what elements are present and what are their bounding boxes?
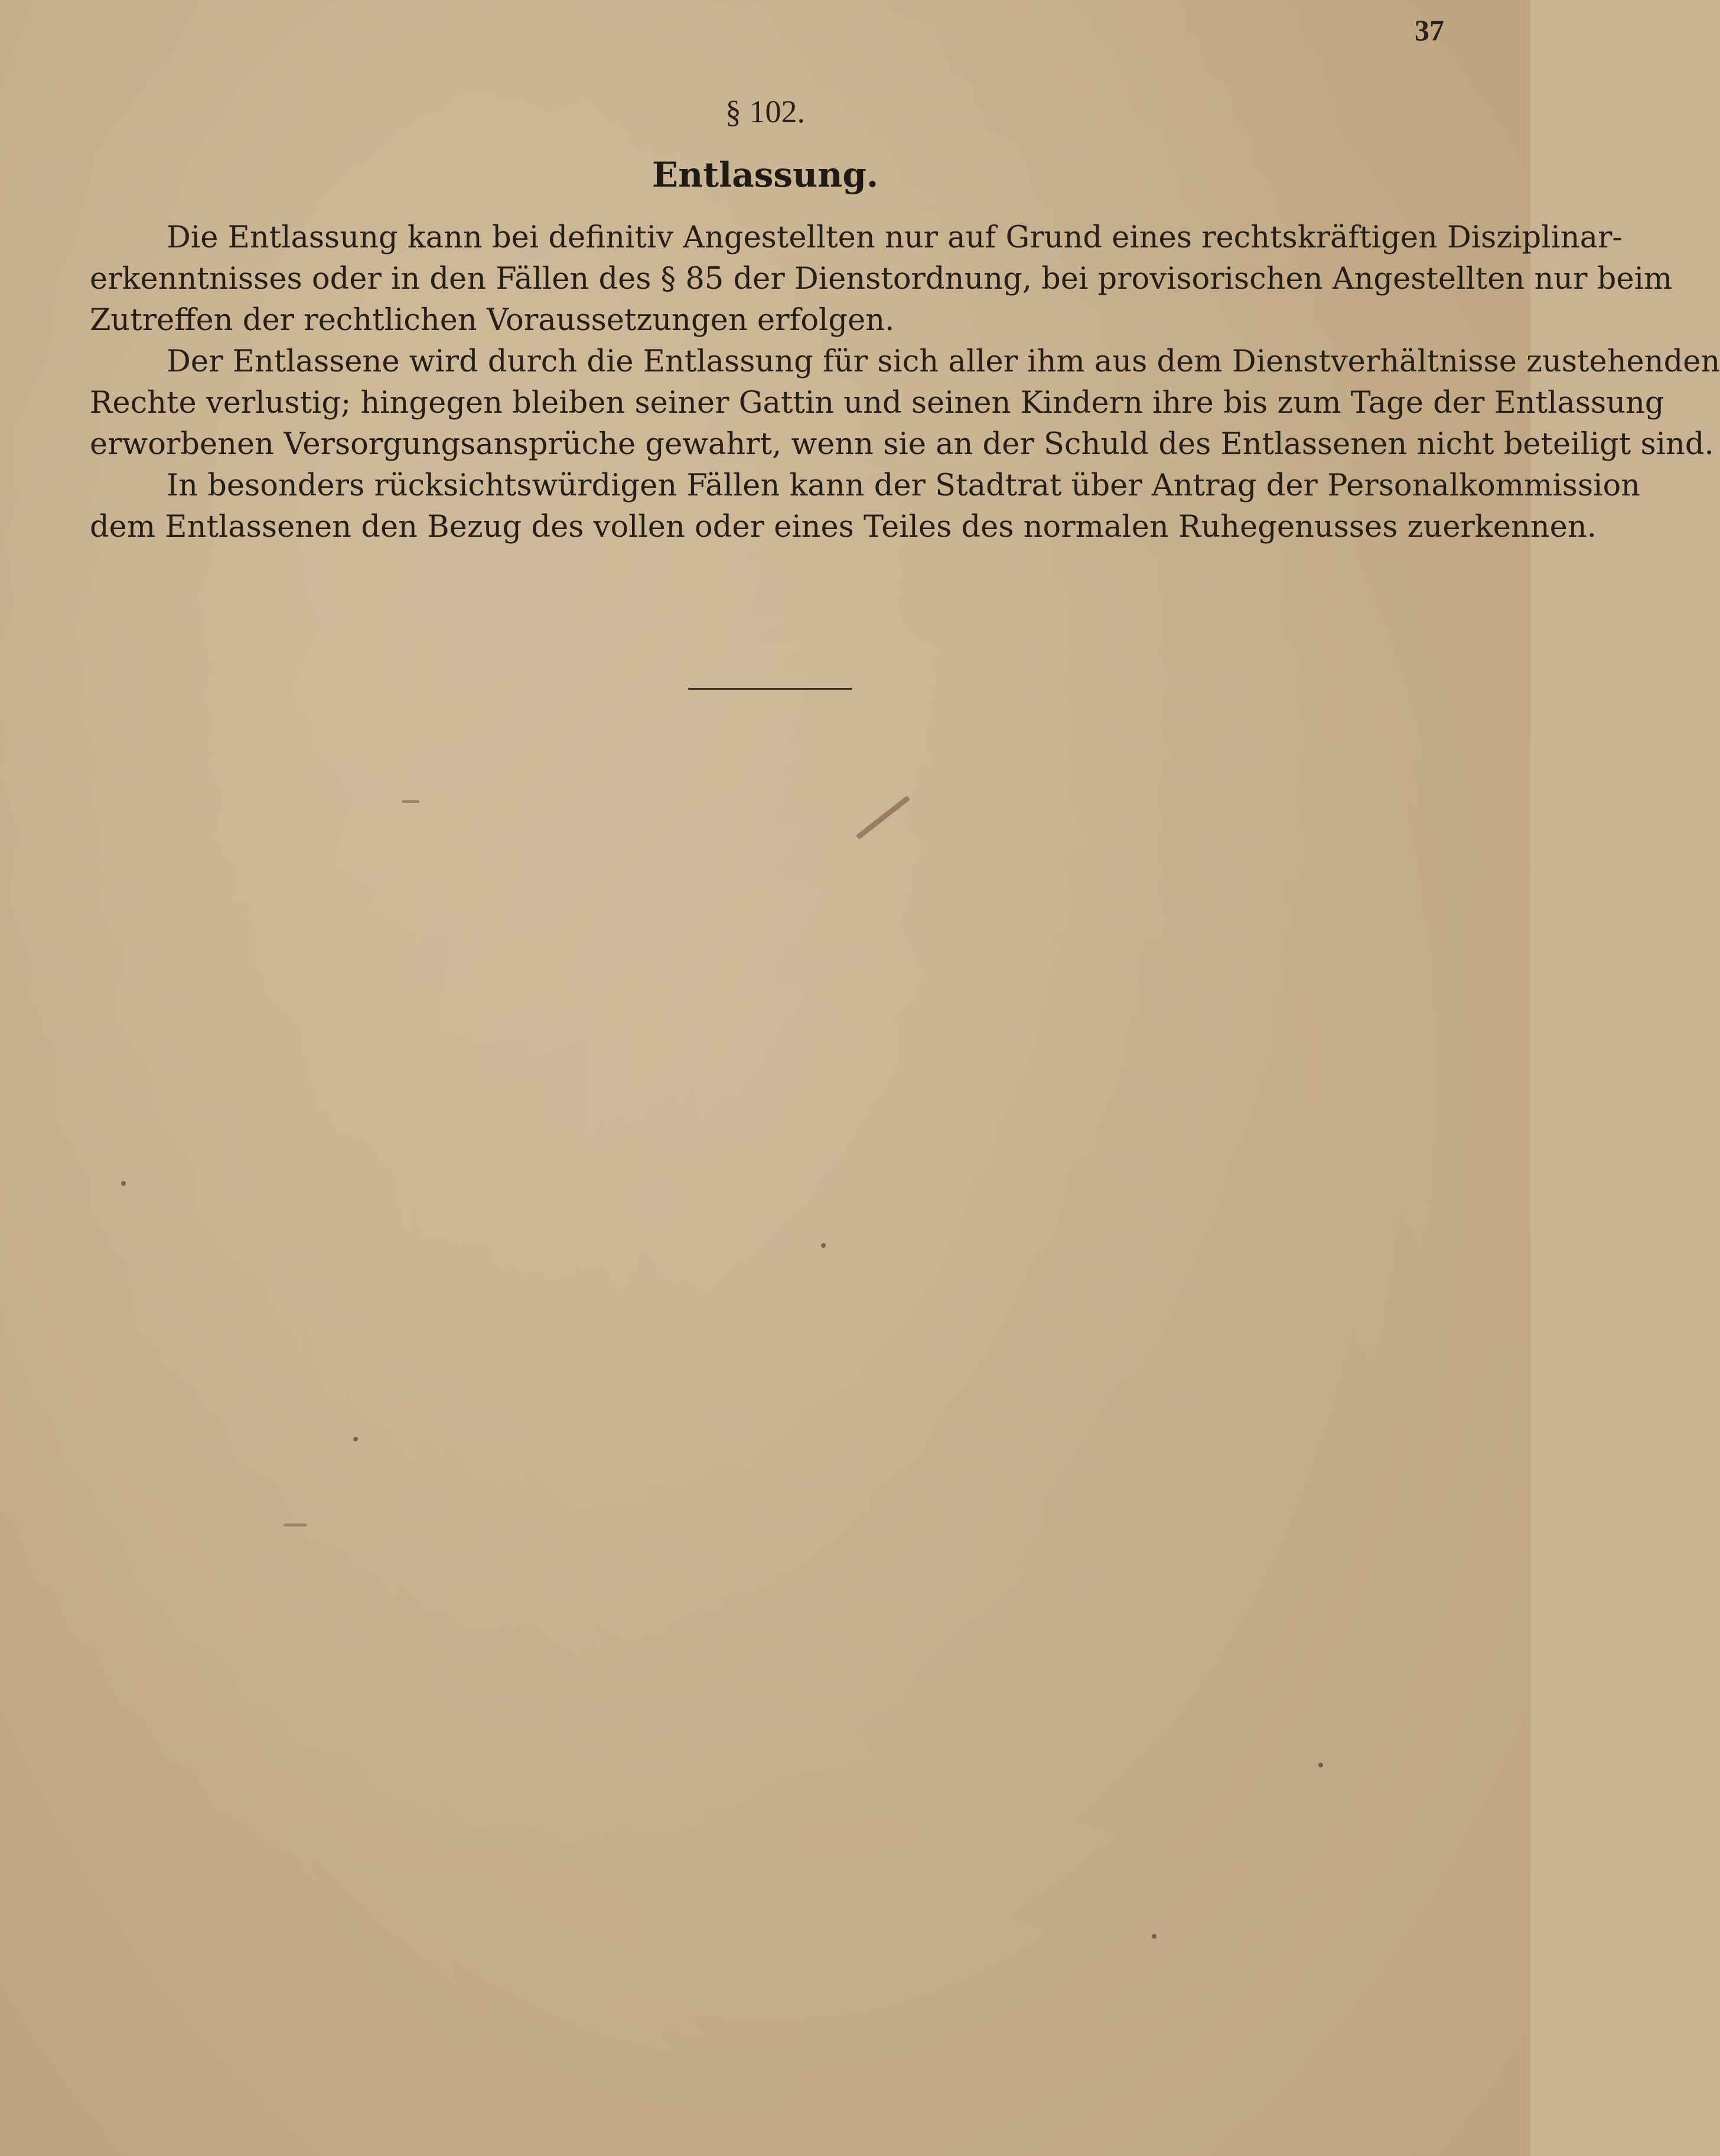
- paper-stain: [856, 795, 910, 840]
- paragraph-1-line-1: Die Entlassung kann bei definitiv Angestellten nur auf Grund eines rechtskräftigen Disziplinar-: [167, 220, 1623, 255]
- paper-stain: [284, 1524, 307, 1527]
- paragraph-1-line-2: erkenntnisses oder in den Fällen des § 85 der Dienstordnung, bei provisorischen Angestellten nur beim: [90, 262, 1673, 296]
- paragraph-3-line-2: dem Entlassenen den Bezug des vollen oder eines Teiles des normalen Ruhegenusses zuerkennen.: [90, 510, 1597, 544]
- paragraph-1-line-3: Zutreffen der rechtlichen Voraussetzungen erfolgen.: [90, 303, 895, 338]
- page-number: 37: [1415, 14, 1444, 47]
- section-title: Entlassung.: [651, 155, 879, 195]
- section-number: § 102.: [725, 94, 805, 129]
- paper-stain: [402, 800, 419, 803]
- paragraph-2-line-2: Rechte verlustig; hingegen bleiben seiner Gattin und seinen Kindern ihre bis zum Tage der Entlassung: [90, 386, 1664, 420]
- paper-speck: [1318, 1763, 1323, 1767]
- paper-speck: [1152, 1934, 1157, 1939]
- body-text: [90, 217, 1720, 548]
- paragraph-2-line-3: erworbenen Versorgungsansprüche gewahrt, wenn sie an der Schuld des Entlassenen nicht beteiligt sind.: [90, 427, 1714, 462]
- paper-speck: [121, 1181, 126, 1186]
- paragraph-3-line-1: In besonders rücksichtswürdigen Fällen kann der Stadtrat über Antrag der Personalkommission: [167, 468, 1640, 503]
- paper-speck: [353, 1437, 358, 1441]
- section-divider: [688, 688, 852, 690]
- paper-speck: [821, 1243, 826, 1248]
- paragraph-2-line-1: Der Entlassene wird durch die Entlassung für sich aller ihm aus dem Dienstverhältnisse zustehenden: [167, 344, 1720, 379]
